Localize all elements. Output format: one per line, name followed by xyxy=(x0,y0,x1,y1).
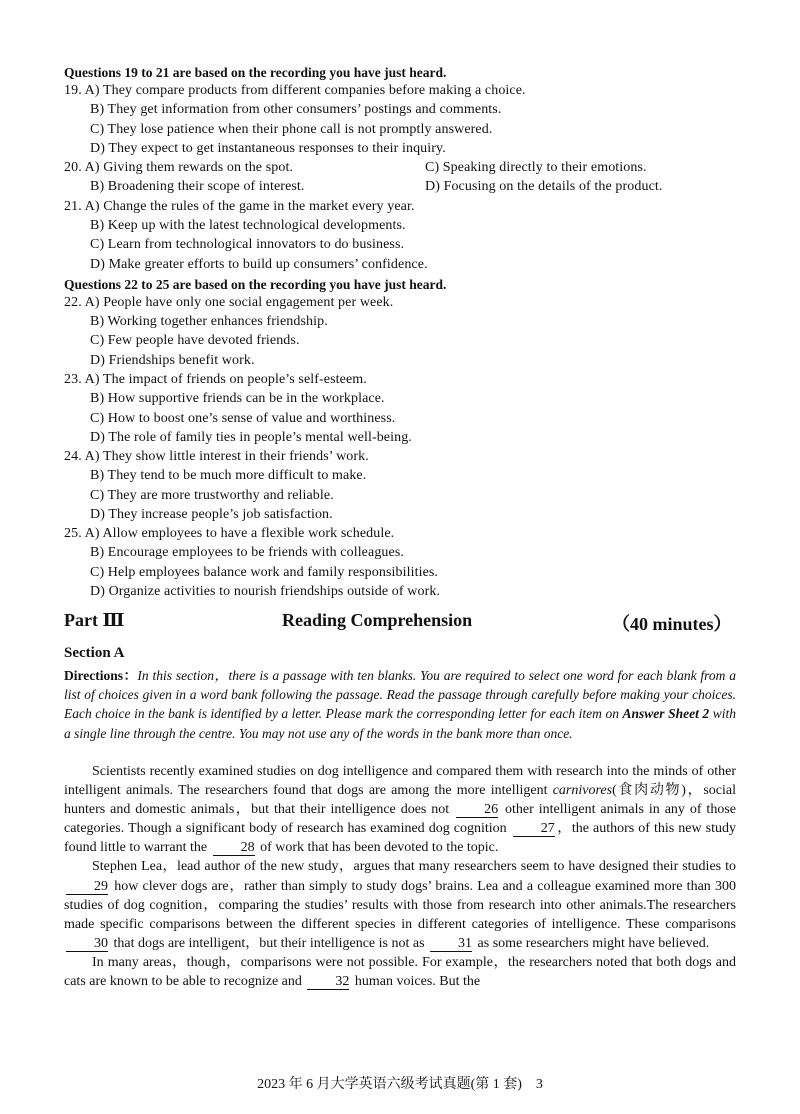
blank-27: 27 xyxy=(513,822,555,837)
q20-option-b: B) Broadening their scope of interest. xyxy=(90,179,305,194)
blank-29: 29 xyxy=(66,880,108,895)
q23-option-b: B) How supportive friends can be in the workplace. xyxy=(90,391,385,406)
q24-option-d: D) They increase people’s job satisfaction. xyxy=(90,507,333,522)
q22-number: 22. xyxy=(64,295,82,310)
passage-paragraph-1: Scientists recently examined studies on dog intelligence and compared them with research into the minds of other intelligent animals. The researchers found that dogs are among the more intelligent carnivores(食肉动物)，social hunters and domestic animals，but that their intelligence does not 26 other intelligent animals in any of those categories. Though a significant body of research has examined dog cognition 27 ，the authors of this new study found little to warrant the 28 of work that has been devoted to the topic. xyxy=(64,764,736,856)
directions-label: Directions： xyxy=(64,668,138,683)
blank-31: 31 xyxy=(430,937,472,952)
q19-option-a: 19. A) They compare products from different companies before making a choice. xyxy=(64,83,526,98)
q22-option-a: 22. A) People have only one social engagement per week. xyxy=(64,295,394,310)
passage-paragraph-3: In many areas，though，comparisons were not possible. For example，the researchers noted that both dogs and cats are known to be able to recognize and 32 human voices. But the xyxy=(64,954,736,990)
q25-option-a: 25. A) Allow employees to have a flexible work schedule. xyxy=(64,526,395,541)
answer-sheet-label: Answer Sheet 2 xyxy=(622,706,710,722)
q19-number: 19. xyxy=(64,83,82,98)
q21-option-a: 21. A) Change the rules of the game in the market every year. xyxy=(64,199,415,214)
q21-option-d: D) Make greater efforts to build up consumers’ confidence. xyxy=(90,257,428,272)
q25-option-b: B) Encourage employees to be friends with colleagues. xyxy=(90,545,404,560)
q24-option-b: B) They tend to be much more difficult to make. xyxy=(90,468,367,483)
blank-26: 26 xyxy=(456,803,498,818)
q24-option-a: 24. A) They show little interest in their friends’ work. xyxy=(64,449,369,464)
group-heading-22-25: Questions 22 to 25 are based on the recording you have just heard. xyxy=(64,277,447,292)
q25-number: 25. xyxy=(64,526,82,541)
q23-option-a: 23. A) The impact of friends on people’s self-esteem. xyxy=(64,372,367,387)
passage xyxy=(64,762,736,991)
part-label: Part Ⅲ xyxy=(64,610,125,630)
q25-option-c: C) Help employees balance work and family responsibilities. xyxy=(90,565,439,580)
q23-option-c: C) How to boost one’s sense of value and worthiness. xyxy=(90,411,396,426)
q20-number: 20. xyxy=(64,160,82,175)
q21-option-c: C) Learn from technological innovators to do business. xyxy=(90,237,405,252)
q19-option-b: B) They get information from other consumers’ postings and comments. xyxy=(90,102,502,117)
blank-28: 28 xyxy=(213,841,255,856)
q22-option-c: C) Few people have devoted friends. xyxy=(90,333,300,348)
q21-option-b: B) Keep up with the latest technological developments. xyxy=(90,218,406,233)
carnivores-term: carnivores xyxy=(552,783,613,799)
blank-30: 30 xyxy=(66,937,108,952)
page-footer: 2023 年 6 月大学英语六级考试真题(第 1 套) 3 xyxy=(257,1077,543,1092)
q23-option-d: D) The role of family ties in people’s mental well-being. xyxy=(90,430,412,445)
passage-paragraph-2: Stephen Lea，lead author of the new study，argues that many researchers seem to have designed their studies to 29 how clever dogs are，rather than simply to study dogs’ brains. Lea and a colleague examined more than 300 studies of dog cognition，comparing the studies’ results with those from research into other animals.The researchers made specific comparisons between the different species in different categories of intelligence. These comparisons30 that dogs are intelligent，but their intelligence is not as 31 as some researchers might have believed. xyxy=(64,859,736,951)
group-heading-19-21: Questions 19 to 21 are based on the recording you have just heard. xyxy=(64,65,447,80)
q19-option-d: D) They expect to get instantaneous responses to their inquiry. xyxy=(90,141,446,156)
q23-number: 23. xyxy=(64,372,82,387)
q24-option-c: C) They are more trustworthy and reliable. xyxy=(90,488,334,503)
section-title: Section A xyxy=(64,645,125,661)
q22-option-b: B) Working together enhances friendship. xyxy=(90,314,328,329)
q20-option-a: 20. A) Giving them rewards on the spot. xyxy=(64,160,294,175)
q20-option-d: D) Focusing on the details of the product. xyxy=(425,179,663,194)
part-time: （40 minutes） xyxy=(612,614,732,634)
q19-option-c: C) They lose patience when their phone call is not promptly answered. xyxy=(90,122,493,137)
q24-number: 24. xyxy=(64,449,82,464)
directions: Directions：In this section，there is a passage with ten blanks. You are required to select one word for each blank from a list of choices given in a word bank following the passage. Read the passage through carefully before making your choices. Each choice in the bank is identified by a letter. Please mark the corresponding letter for each item on Answer Sheet 2 with a single line through the centre. You may not use any of the words in the bank more than once. xyxy=(64,668,736,741)
q22-option-d: D) Friendships benefit work. xyxy=(90,353,255,368)
part-title: Reading Comprehension xyxy=(282,610,473,630)
blank-32: 32 xyxy=(307,975,349,990)
q20-option-c: C) Speaking directly to their emotions. xyxy=(425,160,647,175)
q25-option-d: D) Organize activities to nourish friendships outside of work. xyxy=(90,584,441,599)
q21-number: 21. xyxy=(64,199,82,214)
